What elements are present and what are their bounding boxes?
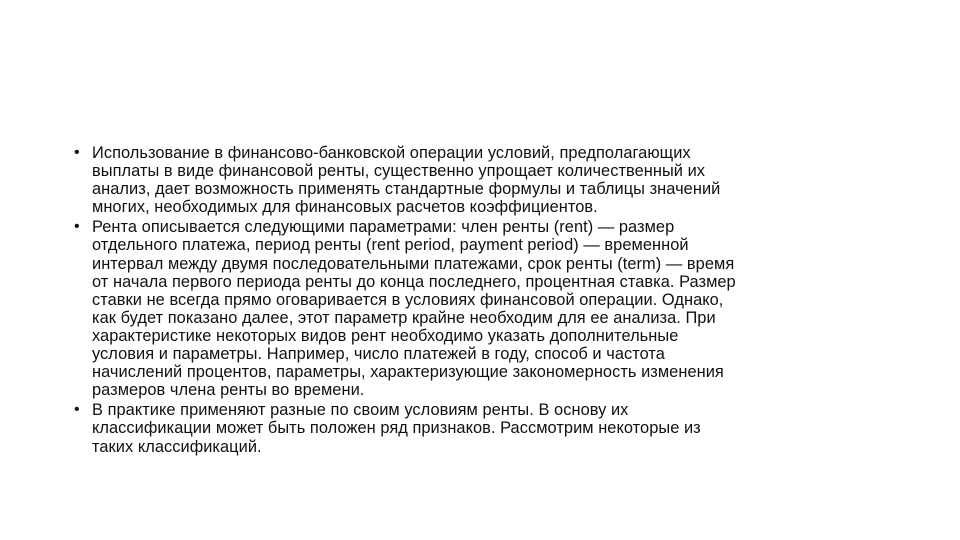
text-line: отдельного платежа, период ренты (rent period, payment period) — временной bbox=[92, 236, 689, 255]
text-line: как будет показано далее, этот параметр крайне необходим для ее анализа. При bbox=[92, 308, 716, 327]
bullet-item-rent-parameters bbox=[72, 218, 892, 399]
text-line: характеристике некоторых видов рент необходимо указать дополнительные bbox=[92, 326, 679, 345]
text-line: • Рента описывается следующими параметрами: член ренты (rent) — размер bbox=[92, 218, 675, 237]
text-line: • В практике применяют разные по своим условиям ренты. В основу их bbox=[92, 401, 629, 420]
text-line: ставки не всегда прямо оговаривается в условиях финансовой операции. Однако, bbox=[92, 290, 724, 309]
bullet-list bbox=[72, 144, 892, 456]
text-line: анализ, дает возможность применять стандартные формулы и таблицы значений bbox=[92, 180, 721, 199]
text-line: • Использование в финансово-банковской операции условий, предполагающих bbox=[92, 144, 691, 162]
text-line: таких классификаций. bbox=[92, 437, 262, 456]
slide-content bbox=[72, 144, 892, 458]
text-line: от начала первого периода ренты до конца последнего, процентная ставка. Размер bbox=[92, 272, 736, 291]
text-line: размеров члена ренты во времени. bbox=[92, 381, 365, 400]
text-line: начислений процентов, параметры, характеризующие закономерность изменения bbox=[92, 363, 724, 382]
text-line: условия и параметры. Например, число платежей в году, способ и частота bbox=[92, 345, 665, 364]
text-line: классификации может быть положен ряд признаков. Рассмотрим некоторые из bbox=[92, 419, 701, 438]
text-line: многих, необходимых для финансовых расчетов коэффициентов. bbox=[92, 198, 598, 217]
bullet-item-usage bbox=[72, 144, 892, 216]
text-line: выплаты в виде финансовой ренты, существенно упрощает количественный их bbox=[92, 162, 706, 181]
text-line: интервал между двумя последовательными платежами, срок ренты (term) — время bbox=[92, 254, 735, 273]
bullet-item-classification bbox=[72, 401, 892, 455]
